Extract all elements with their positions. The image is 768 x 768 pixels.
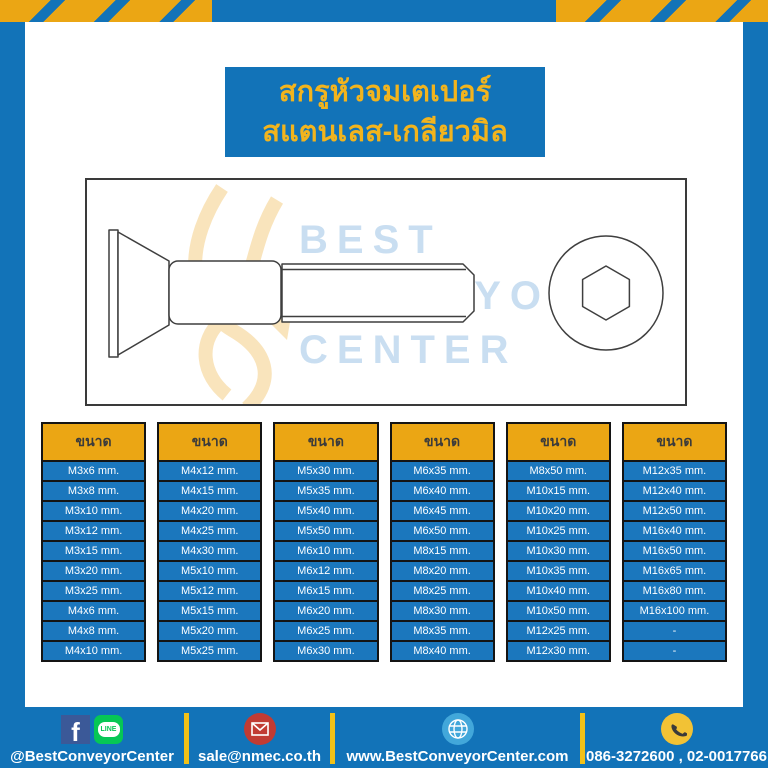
size-cell: M8x25 mm. [392, 582, 493, 602]
size-cell: M12x30 mm. [526, 645, 591, 657]
footer-email-section [189, 707, 330, 768]
size-cell: M6x10 mm. [275, 542, 376, 562]
social-handle: @BestConveyorCenter [10, 748, 174, 765]
screw-thread-body [282, 264, 474, 322]
size-cell: M10x25 mm. [508, 522, 609, 542]
size-cell: M4x6 mm. [43, 602, 144, 622]
size-cell: M6x50 mm. [392, 522, 493, 542]
size-cell: M3x6 mm. [43, 462, 144, 482]
size-table-header: ขนาด [159, 424, 260, 462]
size-table-2 [157, 422, 262, 662]
footer-website-section [335, 707, 580, 768]
watermark-text-1: BEST [299, 218, 442, 262]
size-cell: M10x30 mm. [508, 542, 609, 562]
size-cell: M4x20 mm. [159, 502, 260, 522]
size-cell: M3x20 mm. [43, 562, 144, 582]
size-cell: M3x8 mm. [43, 482, 144, 502]
size-cell: M16x80 mm. [624, 582, 725, 602]
phone-icon [661, 713, 693, 745]
size-cell: M4x15 mm. [159, 482, 260, 502]
watermark-text-3: CENTER [299, 328, 518, 372]
size-cell: M5x20 mm. [159, 622, 260, 642]
size-cell: M12x25 mm. [508, 622, 609, 642]
size-cell: M6x15 mm. [275, 582, 376, 602]
size-cell: M6x35 mm. [392, 462, 493, 482]
size-cell: M10x15 mm. [508, 482, 609, 502]
size-cell: M6x25 mm. [275, 622, 376, 642]
size-cell: M8x15 mm. [392, 542, 493, 562]
size-cell: M8x50 mm. [508, 462, 609, 482]
footer-phone-section [585, 707, 768, 768]
size-cell: M5x15 mm. [159, 602, 260, 622]
website-url: www.BestConveyorCenter.com [346, 748, 569, 765]
size-table-3 [273, 422, 378, 662]
size-cell: M3x25 mm. [43, 582, 144, 602]
size-cell: M16x100 mm. [624, 602, 725, 622]
size-cell: M8x35 mm. [392, 622, 493, 642]
email-address: sale@nmec.co.th [197, 748, 321, 765]
size-cell: - [624, 622, 725, 642]
size-cell: M5x50 mm. [275, 522, 376, 542]
size-cell: - [672, 645, 677, 657]
screw-head-face [109, 230, 118, 357]
size-cell: M12x40 mm. [624, 482, 725, 502]
size-cell: M6x12 mm. [275, 562, 376, 582]
size-cell: M3x12 mm. [43, 522, 144, 542]
size-cell: M4x10 mm. [64, 645, 123, 657]
facebook-icon [61, 715, 90, 744]
line-bubble [98, 722, 120, 737]
size-table-5 [506, 422, 611, 662]
size-table-header: ขนาด [624, 424, 725, 462]
title-line-2: สแตนเลส-เกลียวมิล [262, 116, 508, 148]
phone-numbers: 086-3272600 , 02-0017766 [586, 748, 767, 765]
title-box [225, 67, 545, 157]
globe-icon [442, 713, 474, 745]
hazard-stripes-top-left [0, 0, 212, 22]
line-icon [94, 715, 123, 744]
size-cell: M16x50 mm. [624, 542, 725, 562]
size-cell: M16x65 mm. [624, 562, 725, 582]
size-cell: M3x15 mm. [43, 542, 144, 562]
screw-shank [169, 261, 281, 324]
screw-outline-drawing [87, 180, 685, 404]
size-tables [41, 422, 727, 662]
size-cell: M5x25 mm. [181, 645, 239, 657]
size-cell: M5x35 mm. [275, 482, 376, 502]
size-cell: M4x30 mm. [159, 542, 260, 562]
hazard-stripes-top-right [556, 0, 768, 22]
email-icon [244, 713, 276, 745]
facebook-letter: f [71, 716, 80, 744]
size-cell: M3x10 mm. [43, 502, 144, 522]
size-cell: M4x8 mm. [43, 622, 144, 642]
size-cell: M10x20 mm. [508, 502, 609, 522]
size-table-1 [41, 422, 146, 662]
size-cell: M6x40 mm. [392, 482, 493, 502]
size-cell: M5x12 mm. [159, 582, 260, 602]
size-cell: M8x30 mm. [392, 602, 493, 622]
size-cell: M8x40 mm. [413, 645, 471, 657]
size-table-4 [390, 422, 495, 662]
size-cell: M5x40 mm. [275, 502, 376, 522]
size-cell: M4x25 mm. [159, 522, 260, 542]
size-cell: M12x50 mm. [624, 502, 725, 522]
footer-bar [0, 707, 768, 768]
size-table-header: ขนาด [392, 424, 493, 462]
size-cell: M6x30 mm. [297, 645, 355, 657]
size-cell: M4x12 mm. [159, 462, 260, 482]
size-table-header: ขนาด [275, 424, 376, 462]
screw-head-taper [118, 232, 169, 355]
footer-social-section [0, 707, 184, 768]
size-cell: M5x30 mm. [275, 462, 376, 482]
size-cell: M6x45 mm. [392, 502, 493, 522]
size-cell: M10x35 mm. [508, 562, 609, 582]
size-cell: M12x35 mm. [624, 462, 725, 482]
size-cell: M8x20 mm. [392, 562, 493, 582]
size-table-header: ขนาด [508, 424, 609, 462]
size-cell: M5x10 mm. [159, 562, 260, 582]
title-line-1: สกรูหัวจมเตเปอร์ [278, 76, 492, 108]
screw-technical-drawing [85, 178, 687, 406]
size-cell: M10x40 mm. [508, 582, 609, 602]
size-cell: M16x40 mm. [624, 522, 725, 542]
social-icons [61, 712, 123, 746]
size-table-header: ขนาด [43, 424, 144, 462]
size-cell: M10x50 mm. [508, 602, 609, 622]
size-cell: M6x20 mm. [275, 602, 376, 622]
line-label: LINE [100, 725, 117, 733]
size-table-6 [622, 422, 727, 662]
content-panel [25, 22, 743, 707]
